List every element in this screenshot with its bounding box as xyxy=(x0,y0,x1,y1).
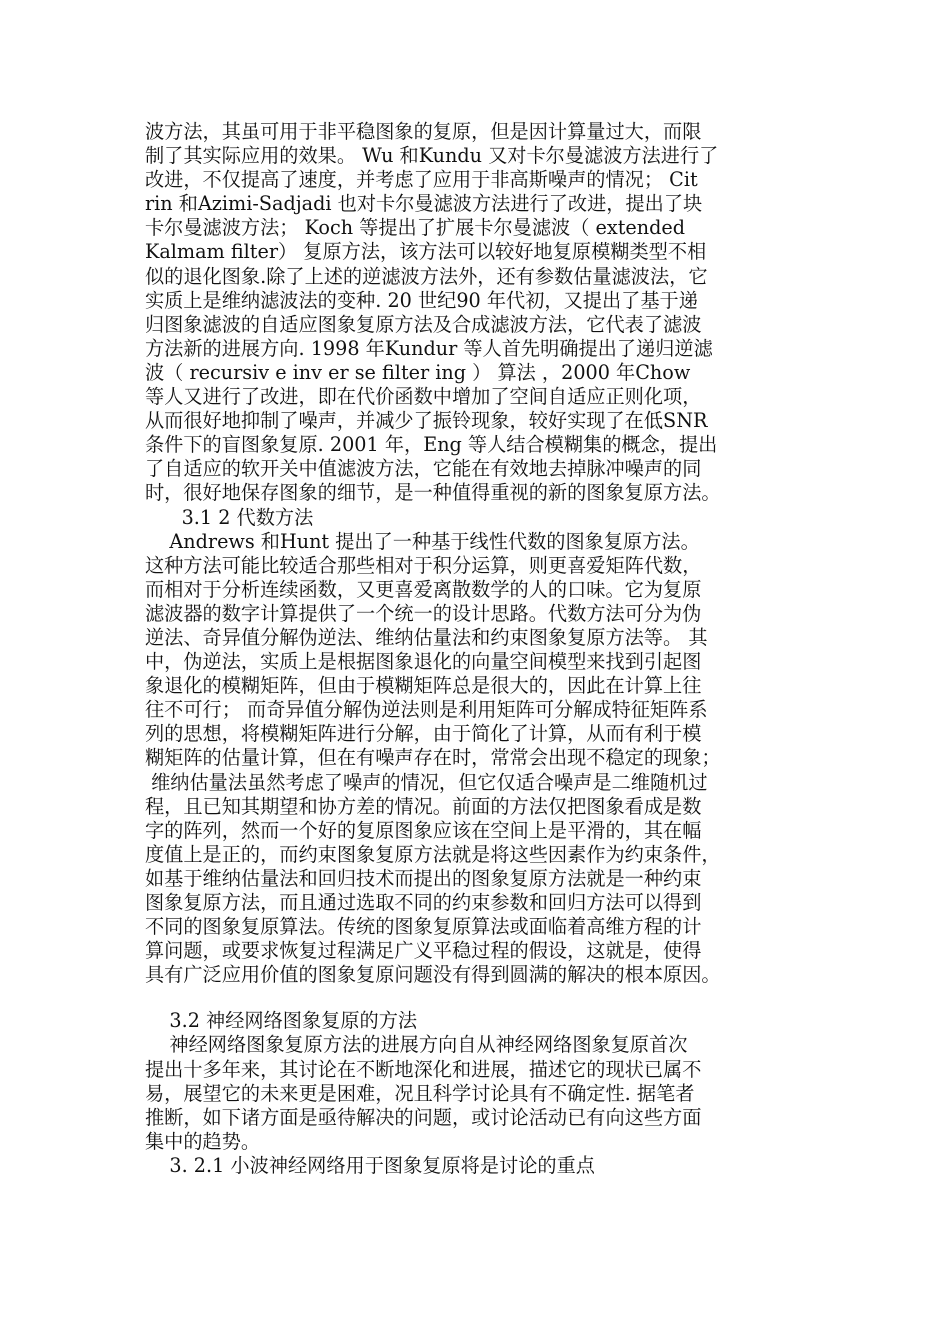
subsection-heading-wavelet-neural-network: 3. 2.1 小波神经网络用于图象复原将是讨论的重点 xyxy=(145,1153,595,1177)
text-line: 图象复原方法，而且通过选取不同的约束参数和回归方法可以得到 xyxy=(145,891,702,914)
text-line: 维纳估量法虽然考虑了噪声的情况，但它仅适合噪声是二维随机过 xyxy=(145,770,708,794)
text-line: 程，且已知其期望和协方差的情况。前面的方法仅把图象看成是数 xyxy=(145,794,702,818)
text-line: 推断，如下诸方面是亟待解决的问题，或讨论活动已有向这些方面 xyxy=(145,1105,702,1129)
text-line: 制了其实际应用的效果。 Wu 和Kundu 又对卡尔曼滤波方法进行了 xyxy=(145,144,719,168)
text-line: 象退化的模糊矩阵，但由于模糊矩阵总是很大的，因此在计算上往 xyxy=(145,674,702,698)
text-line: 具有广泛应用价值的图象复原问题没有得到圆满的解决的根本原因。 xyxy=(145,963,721,987)
text-line: 字的阵列，然而一个好的复原图象应该在空间上是平滑的，其在幅 xyxy=(145,818,702,842)
document-page xyxy=(145,120,805,1178)
text-line: Kalmam filter） 复原方法，该方法可以较好地复原模糊类型不相 xyxy=(145,240,707,264)
text-line: 从而很好地抑制了噪声，并减少了振铃现象，较好实现了在低SNR xyxy=(145,409,708,433)
text-line: 如基于维纳估量法和回归技术而提出的图象复原方法就是一种约束 xyxy=(145,866,702,890)
text-line: 了自适应的软开关中值滤波方法，它能在有效地去掉脉冲噪声的同 xyxy=(145,457,702,481)
text-line: 提出十多年来，其讨论在不断地深化和进展，描述它的现状已属不 xyxy=(145,1057,702,1081)
text-line: 列的思想，将模糊矩阵进行分解，由于简化了计算，从而有利于模 xyxy=(145,722,702,746)
text-line: 时，很好地保存图象的细节，是一种值得重视的新的图象复原方法。 xyxy=(145,481,721,505)
text-line: 这种方法可能比较适合那些相对于积分运算，则更喜爱矩阵代数， xyxy=(145,553,702,577)
paragraph-algebraic-methods xyxy=(145,530,805,988)
text-line: 滤波器的数字计算提供了一个统一的设计思路。代数方法可分为伪 xyxy=(145,601,702,625)
text-line: 改进，不仅提高了速度，并考虑了应用于非高斯噪声的情况； Cit xyxy=(145,168,698,192)
section-heading-neural-network-methods: 3.2 神经网络图象复原的方法 xyxy=(145,1009,418,1033)
paragraph-filtering-methods xyxy=(145,120,805,506)
text-line: 集中的趋势。 xyxy=(145,1129,261,1153)
text-line: 逆法、奇异值分解伪逆法、维纳估量法和约束图象复原方法等。 其 xyxy=(145,625,708,649)
text-line: 神经网络图象复原方法的进展方向自从神经网络图象复原首次 xyxy=(145,1033,688,1057)
text-line: Andrews 和Hunt 提出了一种基于线性代数的图象复原方法。 xyxy=(145,529,700,553)
text-line: 卡尔曼滤波方法； Koch 等提出了扩展卡尔曼滤波（ extended xyxy=(145,216,686,240)
text-line: 不同的图象复原算法。传统的图象复原算法或面临着高维方程的计 xyxy=(145,915,702,939)
text-line: 易，展望它的未来更是困难，况且科学讨论具有不确定性. 据笔者 xyxy=(145,1081,695,1105)
paragraph-spacer xyxy=(145,987,805,1009)
text-line: 似的退化图象.除了上述的逆滤波方法外，还有参数估量滤波法，它 xyxy=(145,264,708,288)
text-line: 条件下的盲图象复原. 2001 年，Eng 等人结合模糊集的概念，提出 xyxy=(145,433,718,457)
section-heading-algebraic-methods: 3.1 2 代数方法 xyxy=(145,505,314,529)
text-line: rin 和Azimi-Sadjadi 也对卡尔曼滤波方法进行了改进，提出了块 xyxy=(145,192,703,216)
text-line: 中，伪逆法，实质上是根据图象退化的向量空间模型来找到引起图 xyxy=(145,650,702,674)
text-line: 归图象滤波的自适应图象复原方法及合成滤波方法，它代表了滤波 xyxy=(145,312,702,336)
text-line: 方法新的进展方向. 1998 年Kundur 等人首先明确提出了递归逆滤 xyxy=(145,336,713,360)
text-line: 往不可行； 而奇异值分解伪逆法则是利用矩阵可分解成特征矩阵系 xyxy=(145,698,708,722)
text-line: 算问题，或要求恢复过程满足广义平稳过程的假设，这就是，使得 xyxy=(145,939,702,963)
text-line: 波（ recursiv e inv er se filter ing ） 算法 ，2000 年Chow xyxy=(145,360,691,384)
text-line: 度值上是正的，而约束图象复原方法就是将这些因素作为约束条件， xyxy=(145,842,721,866)
paragraph-neural-network-methods xyxy=(145,1033,805,1153)
text-line: 波方法，其虽可用于非平稳图象的复原，但是因计算量过大，而限 xyxy=(145,120,702,143)
text-line: 等人又进行了改进，即在代价函数中增加了空间自适应正则化项， xyxy=(145,385,702,409)
text-line: 实质上是维纳滤波法的变种. 20 世纪90 年代初，又提出了基于递 xyxy=(145,288,698,312)
text-line: 而相对于分析连续函数，又更喜爱离散数学的人的口味。它为复原 xyxy=(145,577,702,601)
text-line: 糊矩阵的估量计算，但在有噪声存在时，常常会出现不稳定的现象； xyxy=(145,746,721,770)
